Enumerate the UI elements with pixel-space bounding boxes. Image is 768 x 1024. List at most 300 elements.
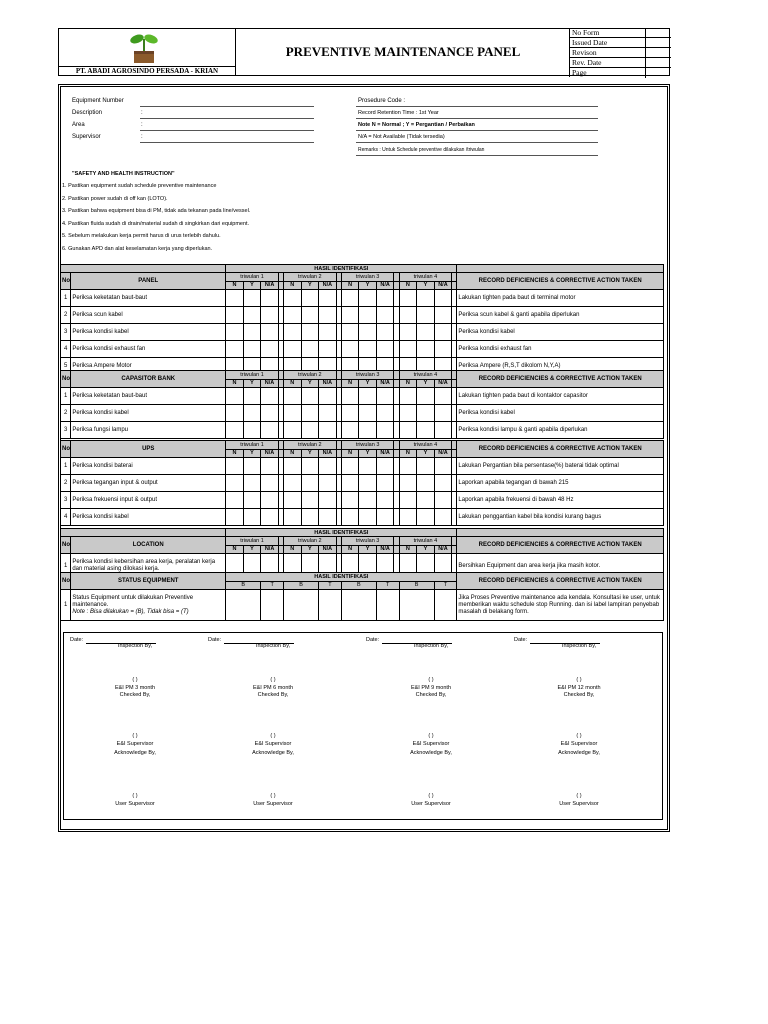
nyna-header: N/A: [434, 379, 452, 388]
spacer-cell: [452, 449, 457, 458]
check-cell[interactable]: [399, 405, 417, 422]
nyna-header: N: [341, 281, 359, 290]
check-cell[interactable]: [399, 458, 417, 475]
description-field[interactable]: [140, 118, 314, 119]
row-item: Periksa Ampere Motor: [71, 358, 226, 375]
hasil-identifikasi-header: HASIL IDENTIFIKASI: [226, 573, 457, 582]
header-no: No: [61, 537, 71, 554]
check-cell[interactable]: [434, 492, 452, 509]
section-header-row: [61, 273, 664, 282]
table-row: [61, 324, 664, 341]
signature-bracket[interactable]: ( ): [576, 677, 582, 683]
nyna-header: Y: [243, 545, 261, 554]
signature-bracket[interactable]: ( ): [428, 733, 434, 739]
check-cell[interactable]: [261, 492, 279, 509]
divider: [356, 142, 598, 143]
supervisor-field[interactable]: [140, 142, 314, 143]
acknowledge-by-label: Acknowledge By,: [410, 750, 452, 756]
check-cell[interactable]: [243, 405, 261, 422]
triwulan-header: triwulan 4: [399, 371, 452, 380]
check-cell[interactable]: [301, 509, 319, 526]
nyna-header: Y: [301, 545, 319, 554]
colon: :: [141, 110, 143, 116]
check-cell[interactable]: [226, 405, 244, 422]
check-cell[interactable]: [376, 388, 394, 405]
check-cell[interactable]: [319, 307, 337, 324]
check-cell[interactable]: [359, 324, 377, 341]
signature-bracket[interactable]: ( ): [132, 677, 138, 683]
check-cell[interactable]: [359, 492, 377, 509]
check-cell[interactable]: [341, 307, 359, 324]
check-cell[interactable]: [359, 405, 377, 422]
row-action: Bersihkan Equipment dan area kerja jika masih kotor.: [457, 554, 664, 579]
check-cell[interactable]: [226, 422, 244, 439]
check-cell[interactable]: [359, 458, 377, 475]
acknowledge-by-label: Acknowledge By,: [558, 750, 600, 756]
check-cell[interactable]: [341, 341, 359, 358]
ej-pm-label: E&I PM 9 month: [410, 685, 452, 691]
check-cell[interactable]: [261, 458, 279, 475]
signature-bracket[interactable]: ( ): [270, 793, 276, 799]
check-cell[interactable]: [301, 341, 319, 358]
nyna-header: N: [283, 545, 301, 554]
signature-bracket[interactable]: ( ): [576, 793, 582, 799]
table-row: [61, 458, 664, 475]
signature-bracket[interactable]: ( ): [270, 733, 276, 739]
check-cell[interactable]: [261, 290, 279, 307]
section-title: LOCATION: [71, 537, 226, 554]
triwulan-header: triwulan 1: [226, 441, 279, 450]
label-supervisor: Supervisor: [72, 134, 101, 140]
check-cell[interactable]: [283, 290, 301, 307]
header-no: No: [61, 441, 71, 458]
status-equipment-table: [60, 572, 664, 621]
hasil-row: [61, 265, 664, 273]
retention-time: Record Retention Time : 1st Year: [358, 110, 439, 116]
check-cell[interactable]: [417, 509, 435, 526]
check-cell[interactable]: [434, 290, 452, 307]
section-header-row: [61, 371, 664, 380]
check-cell[interactable]: [417, 324, 435, 341]
check-cell[interactable]: [341, 590, 376, 621]
check-cell[interactable]: [283, 341, 301, 358]
user-supervisor-label: User Supervisor: [115, 801, 155, 807]
check-cell[interactable]: [417, 458, 435, 475]
area-field[interactable]: [140, 130, 314, 131]
check-cell[interactable]: [226, 458, 244, 475]
signature-bracket[interactable]: ( ): [576, 733, 582, 739]
check-cell[interactable]: [399, 324, 417, 341]
check-cell[interactable]: [376, 307, 394, 324]
check-cell[interactable]: [261, 405, 279, 422]
check-cell[interactable]: [301, 475, 319, 492]
row-item: Periksa scun kabel: [71, 307, 226, 324]
row-item: Periksa kondisi kabel: [71, 324, 226, 341]
status-item-text: Status Equipment untuk dilakukan Preventive maintenance.: [72, 594, 194, 608]
check-cell[interactable]: [283, 492, 301, 509]
check-cell[interactable]: [319, 341, 337, 358]
check-cell[interactable]: [399, 422, 417, 439]
nyna-header: N/A: [376, 449, 394, 458]
check-cell[interactable]: [301, 324, 319, 341]
nyna-header: N/A: [261, 281, 279, 290]
inspection-by-label: Inspection By,: [117, 643, 153, 649]
nyna-header: N: [283, 281, 301, 290]
check-cell[interactable]: [417, 290, 435, 307]
nyna-header: N/A: [261, 379, 279, 388]
checklist-table-capasitor-bank: [60, 370, 664, 439]
row-action: Laporkan apabila frekuensi di bawah 48 Hz: [457, 492, 664, 509]
nyna-header: N: [399, 379, 417, 388]
check-cell[interactable]: [301, 492, 319, 509]
nyna-header: Y: [359, 545, 377, 554]
check-cell[interactable]: [341, 405, 359, 422]
check-cell[interactable]: [399, 290, 417, 307]
inspection-by-label: Inspection By,: [561, 643, 597, 649]
check-cell[interactable]: [243, 307, 261, 324]
row-number: 1: [61, 458, 71, 475]
table-row: [61, 290, 664, 307]
check-cell[interactable]: [261, 422, 279, 439]
safety-list: [62, 180, 250, 255]
table-row: [61, 509, 664, 526]
check-cell[interactable]: [226, 590, 261, 621]
user-supervisor-label: User Supervisor: [253, 801, 293, 807]
row-action: Lakukan penggantian kabel bila kondisi kurang bagus: [457, 509, 664, 526]
check-cell[interactable]: [261, 388, 279, 405]
nyna-header: N: [341, 545, 359, 554]
row-action: Periksa kondisi kabel: [457, 405, 664, 422]
checked-by-label: Checked By,: [257, 692, 289, 698]
check-cell[interactable]: [283, 324, 301, 341]
check-cell[interactable]: [226, 509, 244, 526]
inspection-by-label: Inspection By,: [255, 643, 291, 649]
check-cell[interactable]: [243, 388, 261, 405]
check-cell[interactable]: [434, 475, 452, 492]
triwulan-header: triwulan 1: [226, 273, 279, 282]
check-cell[interactable]: [283, 458, 301, 475]
nyna-header: N/A: [434, 281, 452, 290]
check-cell[interactable]: [226, 492, 244, 509]
row-action: Periksa kondisi lampu & ganti apabila diperlukan: [457, 422, 664, 439]
ej-supervisor-label: E&I Supervisor: [412, 741, 450, 747]
spacer-cell: [61, 529, 226, 537]
check-cell[interactable]: [341, 458, 359, 475]
triwulan-header: triwulan 2: [283, 537, 336, 546]
check-cell[interactable]: [226, 341, 244, 358]
check-cell[interactable]: [243, 341, 261, 358]
divider: [356, 118, 598, 119]
ej-pm-label: E&I PM 3 month: [114, 685, 156, 691]
check-cell[interactable]: [283, 475, 301, 492]
row-action: Laporkan apabila tegangan di bawah 215: [457, 475, 664, 492]
plant-logo-icon: [124, 29, 164, 65]
check-cell[interactable]: [341, 422, 359, 439]
check-cell[interactable]: [417, 307, 435, 324]
check-cell[interactable]: [226, 388, 244, 405]
row-number: 1: [61, 388, 71, 405]
check-cell[interactable]: [261, 324, 279, 341]
row-item: Periksa kondisi kabel: [71, 405, 226, 422]
signature-bracket[interactable]: ( ): [132, 793, 138, 799]
check-cell[interactable]: [399, 590, 434, 621]
check-cell[interactable]: [434, 307, 452, 324]
row-number: 4: [61, 341, 71, 358]
inspection-by-label: Inspection By,: [413, 643, 449, 649]
record-header: RECORD DEFICIENCIES & CORRECTIVE ACTION TAKEN: [457, 273, 664, 290]
check-cell[interactable]: [226, 290, 244, 307]
row-item: [71, 590, 226, 621]
check-cell[interactable]: [283, 405, 301, 422]
nyna-header: N/A: [319, 379, 337, 388]
ej-supervisor-label: E&I Supervisor: [116, 741, 154, 747]
check-cell[interactable]: [359, 422, 377, 439]
signature-box: [63, 632, 663, 820]
check-cell[interactable]: [243, 422, 261, 439]
section-title: STATUS EQUIPMENT: [71, 573, 226, 590]
check-cell[interactable]: [376, 590, 399, 621]
check-cell[interactable]: [319, 492, 337, 509]
meta-rev-date: Rev. Date: [570, 58, 671, 68]
triwulan-header: triwulan 2: [283, 371, 336, 380]
check-cell[interactable]: [283, 388, 301, 405]
check-cell[interactable]: [243, 492, 261, 509]
check-cell[interactable]: [359, 341, 377, 358]
row-item: Periksa kondisi kabel: [71, 509, 226, 526]
check-cell[interactable]: [261, 307, 279, 324]
section-title: UPS: [71, 441, 226, 458]
record-header: RECORD DEFICIENCIES & CORRECTIVE ACTION TAKEN: [457, 573, 664, 590]
procedure-code: Prosedure Code :: [358, 98, 406, 104]
check-cell[interactable]: [399, 509, 417, 526]
t-header: T: [261, 581, 284, 590]
check-cell[interactable]: [434, 509, 452, 526]
check-cell[interactable]: [434, 422, 452, 439]
b-header: B: [283, 581, 318, 590]
nyna-header: Y: [301, 449, 319, 458]
check-cell[interactable]: [301, 290, 319, 307]
check-cell[interactable]: [319, 475, 337, 492]
check-cell[interactable]: [283, 307, 301, 324]
check-cell[interactable]: [417, 341, 435, 358]
check-cell[interactable]: [434, 388, 452, 405]
check-cell[interactable]: [341, 388, 359, 405]
check-cell[interactable]: [319, 388, 337, 405]
row-item: Periksa keketatan baut-baut: [71, 290, 226, 307]
check-cell[interactable]: [376, 509, 394, 526]
check-cell[interactable]: [226, 475, 244, 492]
procedure-code-field[interactable]: [356, 106, 598, 107]
check-cell[interactable]: [376, 422, 394, 439]
check-cell[interactable]: [319, 290, 337, 307]
header-no: No: [61, 273, 71, 290]
date-label: Date:: [366, 637, 380, 643]
nyna-header: Y: [243, 379, 261, 388]
triwulan-header: triwulan 2: [283, 441, 336, 450]
check-cell[interactable]: [417, 492, 435, 509]
check-cell[interactable]: [434, 341, 452, 358]
nyna-header: N: [226, 545, 244, 554]
row-number: 1: [61, 590, 71, 621]
row-action: Periksa kondisi kabel: [457, 324, 664, 341]
check-cell[interactable]: [341, 509, 359, 526]
check-cell[interactable]: [434, 590, 457, 621]
document-title: PREVENTIVE MAINTENANCE PANEL: [285, 44, 521, 59]
signature-bracket[interactable]: ( ): [270, 677, 276, 683]
row-number: 5: [61, 358, 71, 375]
row-item: Periksa kondisi kebersihan area kerja, peralatan kerja dan material asing dilokasi kerja.: [71, 554, 226, 579]
check-cell[interactable]: [341, 324, 359, 341]
check-cell[interactable]: [376, 341, 394, 358]
check-cell[interactable]: [417, 422, 435, 439]
header-no: No: [61, 573, 71, 590]
check-cell[interactable]: [243, 324, 261, 341]
check-cell[interactable]: [319, 422, 337, 439]
check-cell[interactable]: [301, 388, 319, 405]
check-cell[interactable]: [243, 458, 261, 475]
nyna-header: N: [226, 449, 244, 458]
check-cell[interactable]: [417, 388, 435, 405]
triwulan-header: triwulan 1: [226, 537, 279, 546]
section-title: PANEL: [71, 273, 226, 290]
signature-bracket[interactable]: ( ): [132, 733, 138, 739]
equipment-number-field[interactable]: [140, 106, 314, 107]
safety-item: 2. Pastikan power sudah di off kan (LOTO).: [62, 195, 168, 202]
meta-revision: Revison: [570, 48, 671, 58]
record-header: RECORD DEFICIENCIES & CORRECTIVE ACTION TAKEN: [457, 371, 664, 388]
check-cell[interactable]: [434, 324, 452, 341]
check-cell[interactable]: [376, 405, 394, 422]
triwulan-header: triwulan 4: [399, 273, 452, 282]
checklist-table-ups: [60, 440, 664, 526]
check-cell[interactable]: [261, 341, 279, 358]
ej-supervisor-label: E&I Supervisor: [254, 741, 292, 747]
check-cell[interactable]: [417, 405, 435, 422]
check-cell[interactable]: [319, 324, 337, 341]
nyna-header: N/A: [376, 379, 394, 388]
check-cell[interactable]: [301, 307, 319, 324]
table-row: [61, 422, 664, 439]
check-cell[interactable]: [399, 475, 417, 492]
colon: :: [141, 134, 143, 140]
divider: [356, 130, 598, 131]
check-cell[interactable]: [359, 509, 377, 526]
safety-item: 1. Pastikan equipment sudah schedule preventive maintenance: [62, 183, 217, 189]
nyna-header: N: [399, 449, 417, 458]
check-cell[interactable]: [341, 492, 359, 509]
check-cell[interactable]: [376, 290, 394, 307]
check-cell[interactable]: [399, 307, 417, 324]
check-cell[interactable]: [417, 475, 435, 492]
signature-bracket[interactable]: ( ): [428, 793, 434, 799]
check-cell[interactable]: [261, 509, 279, 526]
check-cell[interactable]: [319, 405, 337, 422]
check-cell[interactable]: [434, 458, 452, 475]
check-cell[interactable]: [243, 509, 261, 526]
t-header: T: [376, 581, 399, 590]
nyna-header: N: [399, 545, 417, 554]
triwulan-header: triwulan 3: [341, 371, 394, 380]
check-cell[interactable]: [319, 458, 337, 475]
checklist-table-panel: [60, 264, 664, 375]
check-cell[interactable]: [261, 475, 279, 492]
check-cell[interactable]: [376, 492, 394, 509]
record-header: RECORD DEFICIENCIES & CORRECTIVE ACTION TAKEN: [457, 441, 664, 458]
check-cell[interactable]: [319, 590, 342, 621]
t-header: T: [434, 581, 457, 590]
row-number: 4: [61, 509, 71, 526]
nyna-header: Y: [301, 281, 319, 290]
check-cell[interactable]: [243, 290, 261, 307]
table-row: [61, 475, 664, 492]
row-action: Lakukan tighten pada baut di kontaktor capasitor: [457, 388, 664, 405]
check-cell[interactable]: [283, 590, 318, 621]
status-header-row: [61, 573, 664, 582]
date-label: Date:: [208, 637, 222, 643]
check-cell[interactable]: [226, 324, 244, 341]
check-cell[interactable]: [376, 458, 394, 475]
check-cell[interactable]: [399, 341, 417, 358]
label-description: Description: [72, 110, 103, 116]
check-cell[interactable]: [399, 492, 417, 509]
check-cell[interactable]: [283, 422, 301, 439]
safety-title: "SAFETY AND HEALTH INSTRUCTION": [72, 171, 175, 177]
nyna-header: Y: [359, 281, 377, 290]
triwulan-header: triwulan 4: [399, 537, 452, 546]
checked-by-label: Checked By,: [415, 692, 447, 698]
row-number: 1: [61, 290, 71, 307]
check-cell[interactable]: [359, 388, 377, 405]
signature-bracket[interactable]: ( ): [428, 677, 434, 683]
check-cell[interactable]: [341, 290, 359, 307]
check-cell[interactable]: [301, 422, 319, 439]
check-cell[interactable]: [301, 458, 319, 475]
spacer-cell: [452, 281, 457, 290]
spacer-cell: [457, 265, 664, 273]
nyna-header: N: [341, 449, 359, 458]
check-cell[interactable]: [319, 509, 337, 526]
check-cell[interactable]: [359, 290, 377, 307]
check-cell[interactable]: [376, 324, 394, 341]
check-cell[interactable]: [399, 388, 417, 405]
check-cell[interactable]: [434, 405, 452, 422]
nyna-header: N/A: [376, 281, 394, 290]
divider: [356, 155, 598, 156]
check-cell[interactable]: [359, 475, 377, 492]
b-header: B: [226, 581, 261, 590]
check-cell[interactable]: [283, 509, 301, 526]
nyna-header: N: [283, 379, 301, 388]
check-cell[interactable]: [359, 307, 377, 324]
check-cell[interactable]: [341, 475, 359, 492]
check-cell[interactable]: [243, 475, 261, 492]
check-cell[interactable]: [301, 405, 319, 422]
nyna-header: N/A: [319, 281, 337, 290]
checked-by-label: Checked By,: [119, 692, 151, 698]
section-header-row: [61, 441, 664, 450]
ej-supervisor-label: E&I Supervisor: [560, 741, 598, 747]
triwulan-header: triwulan 2: [283, 273, 336, 282]
check-cell[interactable]: [261, 590, 284, 621]
check-cell[interactable]: [226, 307, 244, 324]
check-cell[interactable]: [376, 475, 394, 492]
row-action: Periksa kondisi exhaust fan: [457, 341, 664, 358]
nyna-header: N/A: [319, 545, 337, 554]
hasil-row: [61, 529, 664, 537]
table-row: [61, 492, 664, 509]
nyna-header: Y: [417, 545, 435, 554]
safety-item: 5. Sebelum melakukan kerja permit harus di urus terlebih dahulu.: [62, 233, 221, 239]
